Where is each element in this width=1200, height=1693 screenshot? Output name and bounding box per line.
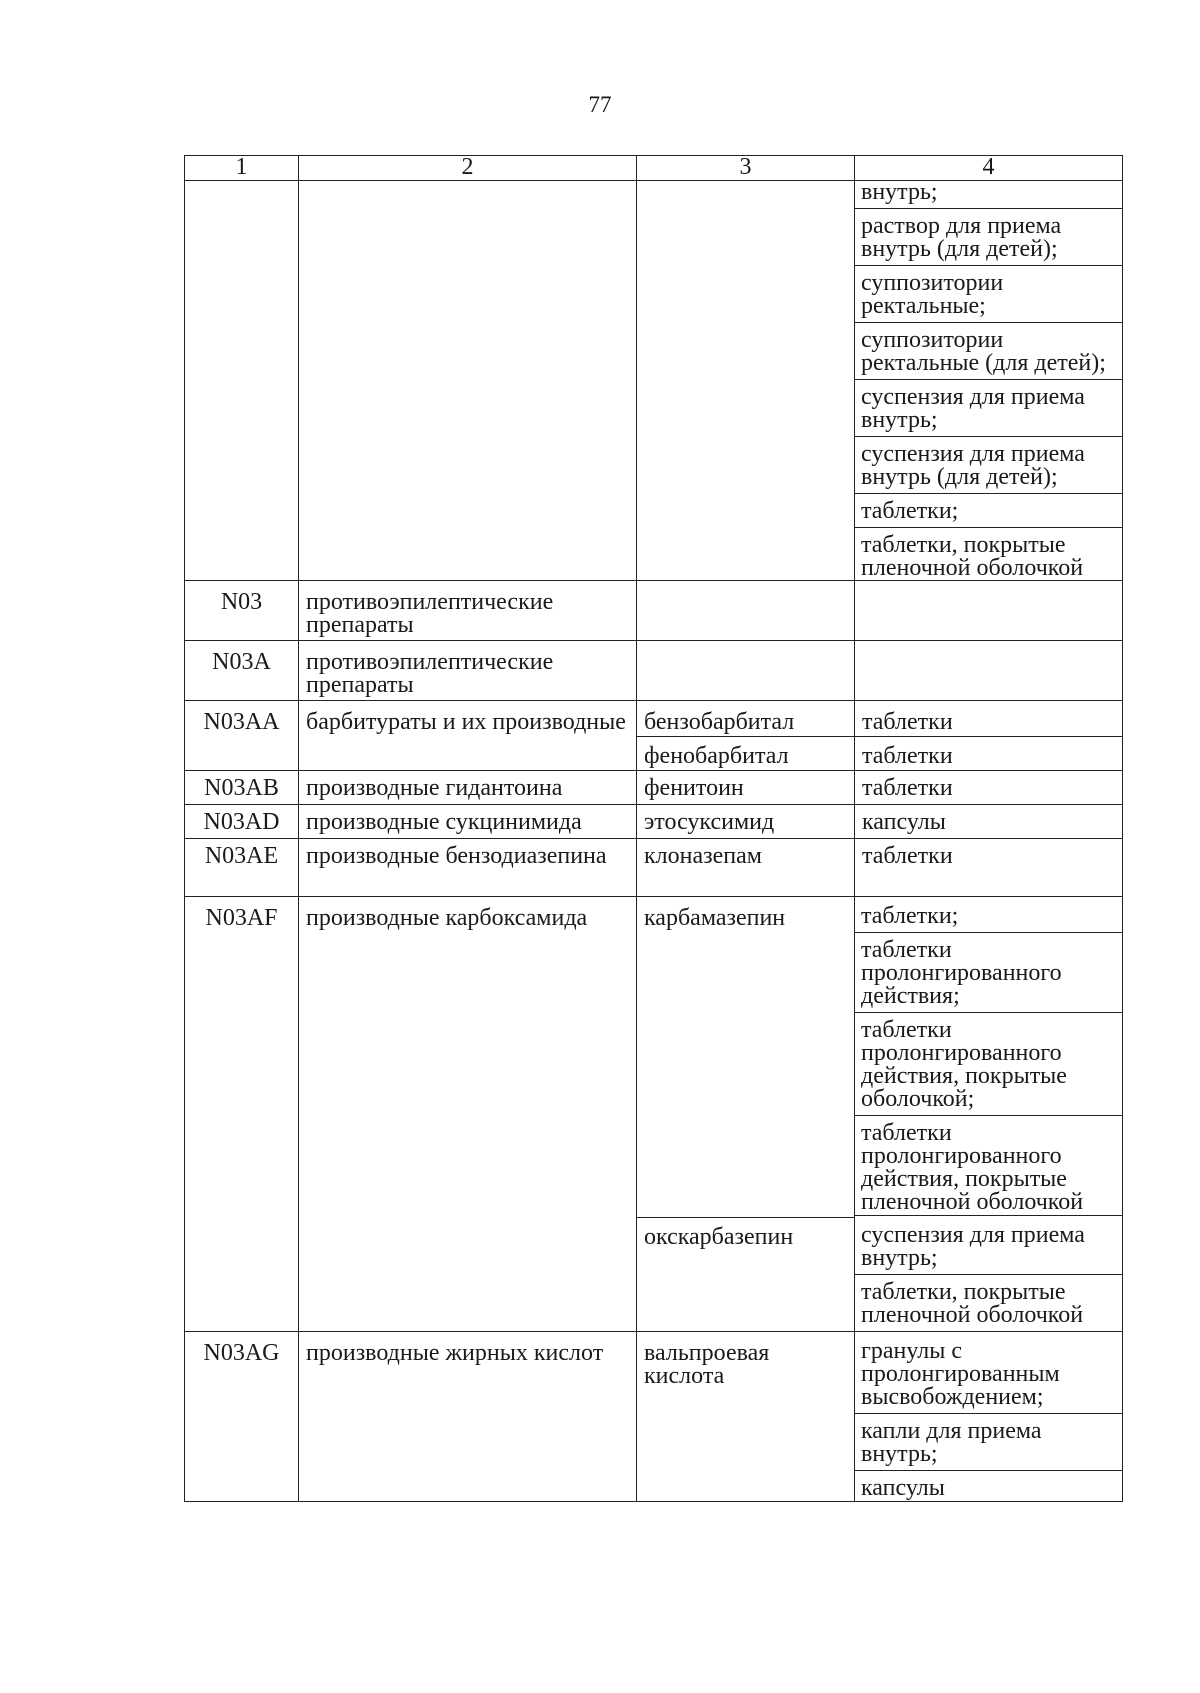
drug-name: этосуксимид xyxy=(637,805,855,839)
table-row-continuation xyxy=(185,181,1123,581)
page-number: 77 xyxy=(588,92,612,117)
header-col-2: 2 xyxy=(299,156,637,181)
drug-name: бензобарбитал xyxy=(644,709,795,735)
table-header-row xyxy=(185,156,1123,181)
atc-code: N03 xyxy=(185,581,299,641)
header-col-4: 4 xyxy=(855,156,1123,181)
dosage-form: раствор для приема внутрь (для детей); xyxy=(855,208,1122,265)
atc-group: производные сукцинимида xyxy=(299,805,637,839)
dosage-form: таблетки пролонгированного действия, покрытые пленочной оболочкой xyxy=(855,1115,1122,1215)
dosage-form: внутрь; xyxy=(861,179,938,205)
drug-name: клоназепам xyxy=(637,839,855,897)
atc-group: производные бензодиазепина xyxy=(299,839,637,897)
dosage-form: таблетки, покрытые пленочной оболочкой xyxy=(855,1274,1122,1328)
table-row xyxy=(185,771,1123,805)
table-row xyxy=(185,641,1123,701)
dosage-form: капсулы xyxy=(855,805,1123,839)
dosage-form: суспензия для приема внутрь; xyxy=(855,1215,1122,1274)
dosage-form: суспензия для приема внутрь; xyxy=(855,379,1122,436)
dosage-form: таблетки xyxy=(855,771,1123,805)
dosage-form: гранулы с пролонгированным высвобождением; xyxy=(861,1338,1060,1410)
table-row xyxy=(185,805,1123,839)
drug-name: фенитоин xyxy=(637,771,855,805)
atc-code: N03A xyxy=(185,641,299,701)
table-row xyxy=(185,701,1123,771)
medication-table xyxy=(184,155,1123,1502)
atc-code: N03AE xyxy=(185,839,299,897)
atc-group: барбитураты и их производные xyxy=(299,701,637,771)
table-row xyxy=(185,839,1123,897)
atc-code: N03AD xyxy=(185,805,299,839)
dosage-form: таблетки, покрытые пленочной оболочкой xyxy=(855,527,1122,580)
table-row xyxy=(185,581,1123,641)
atc-code: N03AF xyxy=(185,897,299,1332)
atc-code: N03AA xyxy=(185,701,299,771)
dosage-form: таблетки пролонгированного действия; xyxy=(855,932,1122,1012)
dosage-form: таблетки xyxy=(862,709,953,735)
dosage-form: таблетки пролонгированного действия, покрытые оболочкой; xyxy=(855,1012,1122,1115)
atc-group: противоэпилептические препараты xyxy=(299,641,637,701)
dosage-forms-cell xyxy=(855,181,1123,581)
table-row xyxy=(185,897,1123,1332)
atc-code: N03AB xyxy=(185,771,299,805)
dosage-form: капли для приема внутрь; xyxy=(855,1413,1122,1470)
dosage-form: капсулы xyxy=(855,1470,1122,1501)
dosage-form: суспензия для приема внутрь (для детей); xyxy=(855,436,1122,493)
dosage-forms-cell xyxy=(855,897,1123,1332)
drug-cell xyxy=(637,701,855,771)
drug-name: вальпроевая кислота xyxy=(637,1332,855,1502)
atc-group: противоэпилептические препараты xyxy=(299,581,637,641)
drug-name: окскарбазепин xyxy=(637,1217,854,1331)
drug-name: карбамазепин xyxy=(644,905,786,931)
dosage-form: таблетки xyxy=(855,736,1122,770)
dosage-forms-cell xyxy=(855,1332,1123,1502)
atc-group: производные жирных кислот xyxy=(299,1332,637,1502)
drug-cell xyxy=(637,897,855,1332)
atc-code: N03AG xyxy=(185,1332,299,1502)
header-col-3: 3 xyxy=(637,156,855,181)
dosage-form: суппозитории ректальные; xyxy=(855,265,1122,322)
table-row xyxy=(185,1332,1123,1502)
dosage-form: суппозитории ректальные (для детей); xyxy=(855,322,1122,379)
atc-group: производные гидантоина xyxy=(299,771,637,805)
atc-group: производные карбоксамида xyxy=(299,897,637,1332)
dosage-form: таблетки; xyxy=(855,493,1122,527)
dosage-form: таблетки xyxy=(855,839,1123,897)
header-col-1: 1 xyxy=(185,156,299,181)
drug-name: фенобарбитал xyxy=(637,736,854,770)
dosage-forms-cell xyxy=(855,701,1123,771)
dosage-form: таблетки; xyxy=(861,903,959,929)
